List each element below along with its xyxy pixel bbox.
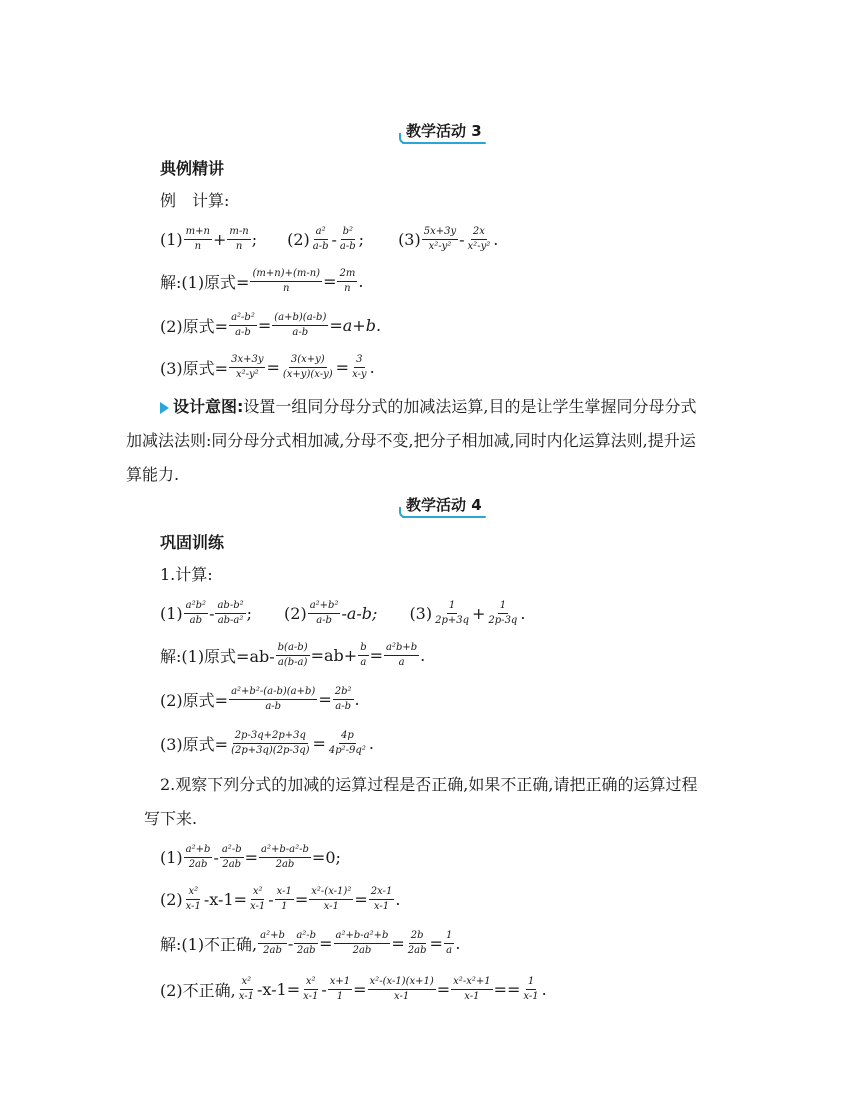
- fraction: [229, 686, 317, 713]
- denominator: 2ab: [275, 859, 295, 870]
- punct: ;: [246, 604, 253, 623]
- operator: =: [323, 272, 337, 291]
- numerator: 3(x+y): [289, 354, 327, 368]
- denominator: ab: [189, 615, 203, 626]
- operator: =: [257, 316, 272, 335]
- q2-solution-line-1: [160, 930, 460, 957]
- numerator: a²-b: [294, 930, 318, 944]
- operator: +: [212, 230, 227, 249]
- fraction: [444, 930, 454, 957]
- numerator: 3: [354, 354, 364, 368]
- punct: .: [369, 358, 375, 377]
- fraction: [334, 930, 391, 957]
- text: 解:(1)原式=ab-: [160, 647, 275, 666]
- solution-line-3: [160, 354, 375, 381]
- label: (1): [160, 230, 183, 249]
- fraction: [369, 886, 395, 913]
- fraction: [275, 886, 294, 913]
- denominator: n: [283, 283, 290, 294]
- denominator: x-1: [464, 991, 480, 1002]
- denominator: (2p+3q)(2p-3q): [231, 745, 310, 756]
- text: =0;: [311, 848, 341, 867]
- numerator: b²: [341, 226, 355, 240]
- fraction: [327, 730, 368, 757]
- fraction: [258, 930, 287, 957]
- fraction: [248, 886, 267, 913]
- numerator: 2b: [409, 930, 426, 944]
- operator: =: [353, 980, 367, 999]
- q2-solution-line-2: [160, 976, 547, 1003]
- denominator: a-b: [316, 615, 332, 626]
- denominator: a(b-a): [277, 657, 308, 668]
- fraction: [215, 600, 245, 627]
- design-intent: [126, 390, 720, 492]
- numerator: 5x+3y: [422, 226, 458, 240]
- denominator: a-b: [335, 701, 351, 712]
- fraction: [337, 268, 357, 295]
- fraction: [466, 226, 493, 253]
- fraction: [422, 226, 458, 253]
- fraction: [308, 600, 341, 627]
- denominator: x²-y²: [428, 241, 452, 252]
- fraction: [294, 930, 318, 957]
- activity-4-heading: [406, 494, 482, 518]
- fraction: [301, 976, 320, 1003]
- text: (3)原式=: [160, 359, 229, 378]
- punct: ;: [251, 230, 258, 249]
- punct: .: [395, 890, 401, 909]
- question-1-text: 1.计算:: [160, 565, 213, 584]
- fraction: [229, 354, 265, 381]
- text: (3)原式=: [160, 735, 229, 754]
- numerator: 1: [444, 930, 454, 944]
- fraction: [350, 354, 369, 381]
- label: (2): [287, 230, 310, 249]
- q1-solution-line-3: [160, 730, 374, 757]
- operator: ==: [493, 980, 521, 999]
- operator: -: [268, 890, 274, 909]
- punct: .: [520, 604, 526, 623]
- denominator: (x+y)(x-y): [282, 369, 333, 380]
- question-2-text: [144, 768, 720, 836]
- numerator: x-1: [275, 886, 294, 900]
- numerator: 2m: [337, 268, 357, 282]
- denominator: 2ab: [222, 859, 242, 870]
- section-title-practice: 巩固训练: [160, 533, 225, 552]
- numerator: 1: [526, 976, 536, 990]
- operator: =: [436, 980, 451, 999]
- numerator: a²+b: [184, 844, 213, 858]
- label: (2): [284, 604, 307, 623]
- numerator: b(a-b): [276, 642, 310, 656]
- fraction: [272, 312, 328, 339]
- denominator: 1: [281, 901, 288, 912]
- fraction: [328, 976, 352, 1003]
- numerator: x²-(x-1)(x+1): [368, 976, 436, 990]
- text: 解:(1)原式=: [160, 273, 250, 292]
- numerator: m+n: [184, 226, 212, 240]
- denominator: 2ab: [296, 945, 316, 956]
- fraction: [433, 600, 471, 627]
- label: (3): [409, 604, 433, 623]
- punct: .: [368, 734, 374, 753]
- numerator: 2b²: [333, 686, 354, 700]
- numerator: 2x: [471, 226, 487, 240]
- numerator: x²: [304, 976, 318, 990]
- denominator: x-1: [323, 901, 339, 912]
- denominator: a: [360, 657, 367, 668]
- fraction: [184, 600, 208, 627]
- operator: -: [331, 230, 337, 249]
- example-intro-text: 例 计算:: [160, 191, 230, 210]
- denominator: 2p+3q: [435, 615, 470, 626]
- operator: =: [319, 934, 333, 953]
- denominator: 2ab: [263, 945, 282, 956]
- denominator: x-y: [352, 369, 367, 380]
- text: (2)不正确,: [160, 981, 236, 1000]
- denominator: a: [446, 945, 453, 956]
- q1-solution-line-2: [160, 686, 360, 713]
- numerator: a²: [314, 226, 328, 240]
- operator: -: [321, 980, 327, 999]
- example-problems: [160, 226, 498, 253]
- fraction: [229, 312, 257, 339]
- fraction: [184, 226, 212, 253]
- punct: .: [541, 980, 547, 999]
- numerator: 3x+3y: [229, 354, 265, 368]
- operator: +: [472, 604, 486, 623]
- badge-curl: [399, 133, 407, 144]
- numerator: 1: [447, 600, 457, 614]
- numerator: (a+b)(a-b): [272, 312, 328, 326]
- denominator: x-1: [185, 901, 201, 912]
- denominator: x-1: [394, 991, 410, 1002]
- numerator: 1: [498, 600, 508, 614]
- denominator: x-1: [250, 901, 266, 912]
- design-intent-text: 加减法法则:同分母分式相加减,分母不变,把分子相加减,同时内化运算法则,提升运: [126, 431, 696, 450]
- denominator: n: [344, 283, 351, 294]
- numerator: x²-x²+1: [451, 976, 492, 990]
- fraction: [358, 642, 368, 669]
- badge-curl: [399, 507, 407, 518]
- text: (2)原式=: [160, 317, 229, 336]
- operator: =: [294, 890, 309, 909]
- text: =ab+: [310, 646, 358, 665]
- fraction: [276, 642, 310, 669]
- text: (2)原式=: [160, 691, 229, 710]
- q1-solution-line-1: [160, 642, 425, 669]
- activity-4-title: 教学活动 4: [406, 496, 482, 514]
- operator: -: [459, 230, 465, 249]
- numerator: a²-b²: [229, 312, 257, 326]
- numerator: a²b+b: [384, 642, 419, 656]
- fraction: [220, 844, 244, 871]
- fraction: [227, 226, 250, 253]
- fraction: [486, 600, 519, 627]
- numerator: x²-(x-1)²: [309, 886, 353, 900]
- fraction: [259, 844, 311, 871]
- numerator: a²+b-a²-b: [259, 844, 311, 858]
- fraction: [451, 976, 492, 1003]
- numerator: a²b²: [184, 600, 208, 614]
- numerator: x²: [240, 976, 254, 990]
- denominator: n: [194, 241, 202, 252]
- numerator: ab-b²: [215, 600, 245, 614]
- denominator: 2p-3q: [488, 615, 518, 626]
- section-title-example: 典例精讲: [160, 159, 225, 178]
- denominator: 1: [336, 991, 344, 1002]
- label: (2): [160, 890, 183, 909]
- operator: =: [335, 358, 350, 377]
- denominator: a-b: [339, 241, 356, 252]
- denominator: 2ab: [352, 945, 372, 956]
- numerator: a²+b²: [308, 600, 341, 614]
- operator: =: [354, 890, 368, 909]
- operator: -: [287, 934, 294, 953]
- denominator: 4p²-9q²: [328, 745, 366, 756]
- badge-underline: [402, 516, 486, 518]
- denominator: n: [235, 241, 243, 252]
- punct: .: [358, 272, 364, 291]
- numerator: x²: [251, 886, 265, 900]
- fraction: [237, 976, 256, 1003]
- numerator: 4p: [339, 730, 356, 744]
- operator: =: [244, 848, 259, 867]
- denominator: 2ab: [188, 859, 208, 870]
- solution-line-1: [160, 268, 363, 295]
- operator: =: [429, 934, 443, 953]
- question-1-intro: [160, 562, 213, 585]
- denominator: x-1: [373, 901, 390, 912]
- punct: .: [493, 230, 499, 249]
- numerator: a²+b-a²+b: [334, 930, 391, 944]
- numerator: x+1: [328, 976, 352, 990]
- label: (3): [398, 230, 421, 249]
- fraction: [338, 226, 358, 253]
- numerator: a²+b²-(a-b)(a+b): [229, 686, 317, 700]
- denominator: a-b: [235, 327, 251, 338]
- fraction: [406, 930, 429, 957]
- text: -a-b;: [341, 604, 378, 623]
- activity-3-heading: [406, 120, 482, 144]
- solution-line-2: [160, 312, 381, 339]
- fraction: [521, 976, 540, 1003]
- text: -x-1=: [203, 890, 248, 909]
- operator: -: [209, 604, 215, 623]
- fraction: [229, 730, 311, 757]
- denominator: x²-y²: [235, 369, 259, 380]
- question-2-line: 2.观察下列分式的加减的运算过程是否正确,如果不正确,请把正确的运算过程: [160, 775, 698, 794]
- text: =a+b.: [329, 316, 382, 335]
- denominator: 2ab: [407, 945, 427, 956]
- fraction: [384, 642, 419, 669]
- numerator: a²+b: [258, 930, 287, 944]
- denominator: a-b: [265, 701, 282, 712]
- operator: =: [391, 934, 405, 953]
- text: -x-1=: [256, 980, 301, 999]
- numerator: x²: [186, 886, 200, 900]
- operator: =: [266, 358, 280, 377]
- fraction: [184, 886, 203, 913]
- operator: =: [369, 646, 384, 665]
- design-intent-text: 算能力.: [126, 465, 180, 484]
- design-intent-text: 设置一组同分母分式的加减法运算,目的是让学生掌握同分母分式: [243, 397, 697, 416]
- label: (1): [160, 604, 183, 623]
- text: 解:(1)不正确,: [160, 935, 258, 954]
- fraction: [311, 226, 331, 253]
- punct: ;: [358, 230, 365, 249]
- punct: .: [455, 934, 461, 953]
- punct: .: [354, 690, 360, 709]
- question-1-problems: [160, 600, 525, 627]
- question-2-line: 写下来.: [144, 809, 198, 828]
- denominator: a-b: [292, 327, 309, 338]
- fraction: [281, 354, 335, 381]
- punct: .: [420, 646, 426, 665]
- numerator: b: [358, 642, 368, 656]
- example-intro: [160, 188, 229, 211]
- denominator: a-b: [312, 241, 329, 252]
- numerator: 2x-1: [369, 886, 395, 900]
- denominator: a: [398, 657, 405, 668]
- operator: =: [318, 690, 332, 709]
- fraction: [368, 976, 436, 1003]
- fraction: [250, 268, 322, 295]
- activity-3-title: 教学活动 3: [406, 122, 482, 140]
- label: (1): [160, 848, 183, 867]
- q2-line-1: [160, 844, 341, 871]
- triangle-marker-icon: [160, 402, 169, 414]
- design-intent-label: 设计意图:: [173, 397, 244, 416]
- denominator: x-1: [238, 991, 254, 1002]
- operator: =: [312, 734, 326, 753]
- fraction: [309, 886, 353, 913]
- numerator: a²-b: [220, 844, 244, 858]
- numerator: (m+n)+(m-n): [250, 268, 322, 282]
- q2-line-2: [160, 886, 400, 913]
- operator: -: [213, 848, 219, 867]
- denominator: ab-a²: [217, 615, 244, 626]
- badge-underline: [402, 142, 486, 144]
- denominator: x-1: [303, 991, 319, 1002]
- numerator: 2p-3q+2p+3q: [233, 730, 308, 744]
- numerator: m-n: [227, 226, 250, 240]
- fraction: [333, 686, 354, 713]
- fraction: [184, 844, 213, 871]
- denominator: x-1: [523, 991, 539, 1002]
- denominator: x²-y²: [467, 241, 491, 252]
